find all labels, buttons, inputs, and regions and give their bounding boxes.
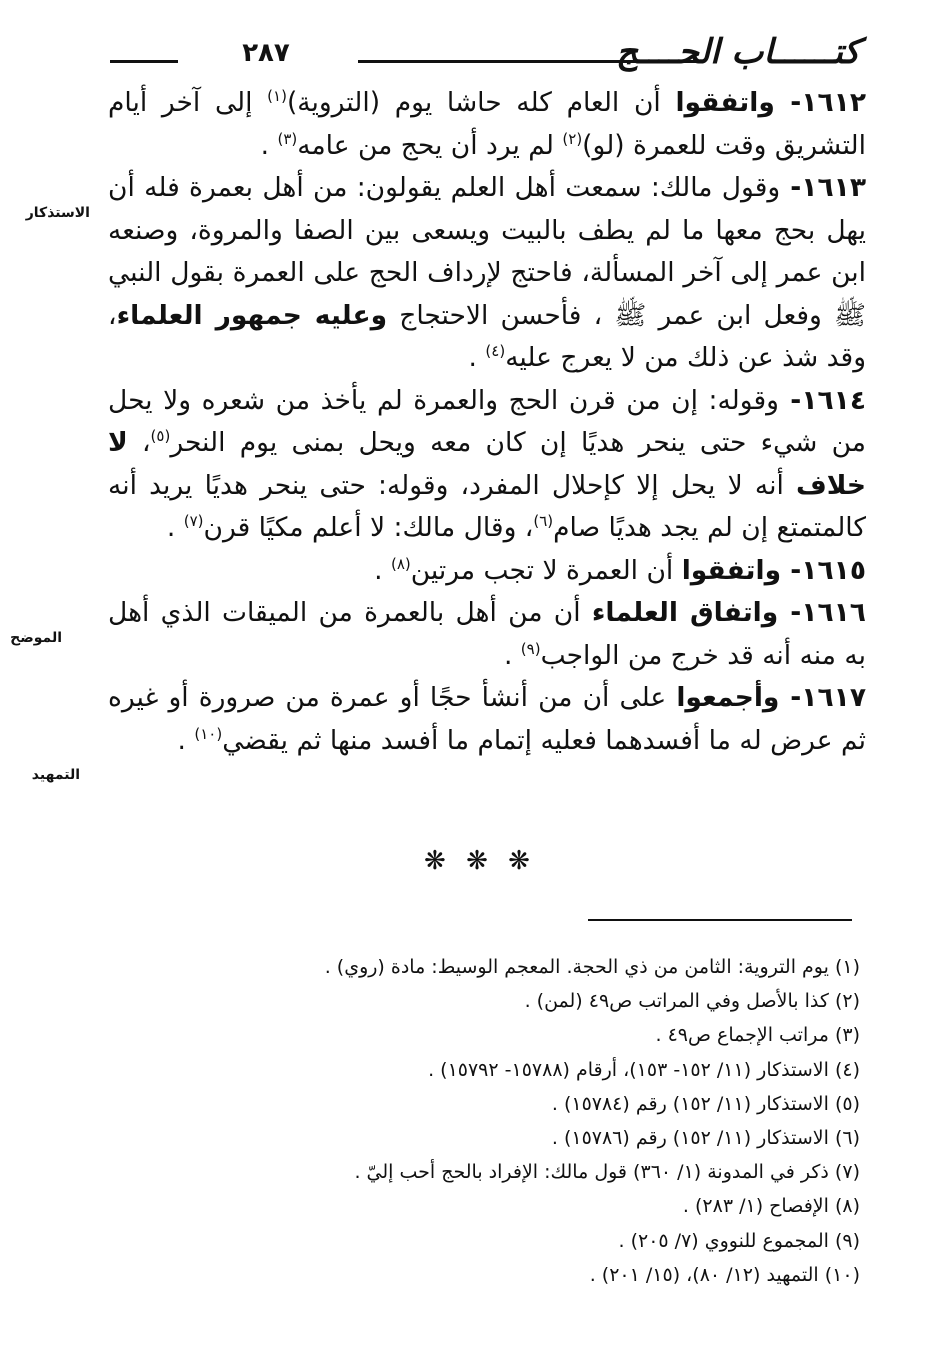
text-run: ، xyxy=(127,427,151,458)
text-run: . xyxy=(260,129,278,161)
text-run: على أن من أنشأ حجًا أو عمرة من صرورة أو غيره ثم عرض له ما أفسدهما فعليه إتمام ما أفسد منها ثم يقضي xyxy=(108,682,866,756)
main-text xyxy=(108,82,866,762)
footnote: (٦) الاستذكار (١١/ ١٥٢) رقم (١٥٧٨٦) . xyxy=(551,1127,860,1150)
text-run: ، وقال مالك: لا أعلم مكيًا قرن xyxy=(203,512,534,543)
footnote: (٩) المجموع للنووي (٧/ ٢٠٥) . xyxy=(618,1229,860,1252)
paragraph xyxy=(108,380,866,550)
footnote: (٣) مراتب الإجماع ص٤٩ . xyxy=(655,1024,860,1047)
footnote-ref: (٣) xyxy=(277,129,298,148)
text-run: . xyxy=(503,639,521,671)
page-number: ٢٨٧ xyxy=(242,38,290,68)
paragraph-number: ١٦١٤- xyxy=(778,384,867,416)
text-run: أنه لا يحل إلا كإحلال المفرد، وقوله: حتى ينحر هديًا يريد أنه كالمتمتع إن لم يجد هديًا صام xyxy=(108,469,866,543)
page-header xyxy=(110,32,860,78)
text-run: لم يرد أن يحج من عامه xyxy=(297,129,563,161)
paragraph xyxy=(108,167,866,380)
text-run: . xyxy=(177,724,195,756)
paragraph xyxy=(108,677,866,762)
text-run: إلى آخر أيام التشريق وقت للعمرة (لو) xyxy=(108,87,866,161)
footnote: (٨) الإفصاح (١/ ٢٨٣) . xyxy=(682,1195,860,1218)
text-run: أن من أهل بالعمرة من الميقات الذي أهل به منه أنه قد خرج من الواجب xyxy=(108,597,866,671)
footnote-ref: (٩) xyxy=(520,639,541,658)
footnote-ref: (٤) xyxy=(485,342,506,360)
footnote-ref: (٧) xyxy=(183,512,204,530)
footnotes xyxy=(200,950,860,1292)
footnote-ref: (٨) xyxy=(390,554,411,573)
text-run: أن العمرة لا تجب مرتين xyxy=(410,554,682,586)
paragraph-number: ١٦١٥- xyxy=(781,554,866,586)
text-run: ، وقد شذ عن ذلك من لا يعرج عليه xyxy=(108,299,866,373)
text-run: . xyxy=(468,342,486,373)
margin-label-tamhid: التمهيد xyxy=(31,767,80,783)
bold-text: واتفقوا xyxy=(681,554,782,586)
paragraph-number: ١٦١٣- xyxy=(780,172,866,203)
paragraph xyxy=(108,82,866,167)
paragraph xyxy=(108,550,866,593)
bold-text: لا خلاف xyxy=(108,427,866,501)
footnote-ref: (٢) xyxy=(562,129,583,148)
paragraph-number: ١٦١٧- xyxy=(779,682,866,713)
footnote-ref: (١٠) xyxy=(194,724,223,743)
footnote-ref: (٥) xyxy=(150,427,171,445)
bold-text: وأجمعوا xyxy=(676,682,780,713)
header-rule-left xyxy=(110,60,178,63)
text-run: . xyxy=(166,512,184,543)
footnote-rule xyxy=(588,919,852,921)
paragraph-number: ١٦١٢- xyxy=(774,87,866,118)
paragraph-number: ١٦١٦- xyxy=(778,597,866,628)
footnote: (١٠) التمهيد (١٢/ ٨٠)، (١٥/ ٢٠١) . xyxy=(589,1263,860,1286)
paragraph xyxy=(108,592,866,677)
footnote: (١) يوم التروية: الثامن من ذي الحجة. المعجم الوسيط: مادة (روي) . xyxy=(324,956,860,978)
bold-text: وعليه جمهور العلماء xyxy=(116,299,388,331)
margin-label-mudih: الموضح xyxy=(10,630,62,646)
footnote: (٧) ذكر في المدونة (١/ ٣٦٠) قول مالك: الإفراد بالحج أحب إليّ . xyxy=(354,1161,860,1184)
section-separator: ❋ ❋ ❋ xyxy=(424,846,536,876)
footnote: (٥) الاستذكار (١١/ ١٥٢) رقم (١٥٧٨٤) . xyxy=(551,1092,860,1115)
footnote-ref: (١) xyxy=(267,87,287,105)
footnote-ref: (٦) xyxy=(533,512,554,530)
footnote: (٢) كذا بالأصل وفي المراتب ص٤٩ (لمن) . xyxy=(524,990,860,1013)
book-title: كتــــــاب الحــــج xyxy=(616,32,860,72)
footnote: (٤) الاستذكار (١١/ ١٥٢- ١٥٣)، أرقام (١٥٧٨٨- ١٥٧٩٢) . xyxy=(428,1058,860,1081)
text-run: أن العام كله حاشا يوم (التروية) xyxy=(286,87,676,118)
text-run: . xyxy=(374,554,391,586)
bold-text: واتفاق العلماء xyxy=(591,597,779,628)
margin-label-istidhkar: الاستذكار xyxy=(25,205,90,221)
text-run: وقول مالك: سمعت أهل العلم يقولون: من أهل بعمرة فله أن يهل بحج معها ما لم يطف بالبيت ويسعى بين الصفا والمروة، وصنعه ابن عمر إلى آخر المسألة، فاحتج لإرداف الحج على العمرة بقول النبي ﷺ وفعل ابن عمر ﷺ ، فأحسن الاحتجاج xyxy=(108,172,866,331)
bold-text: واتفقوا xyxy=(675,87,775,118)
text-run: وقوله: إن من قرن الحج والعمرة لم يأخذ من شعره ولا يحل من شيء حتى ينحر هديًا إن كان معه ويحل بمنى يوم النحر xyxy=(108,384,866,458)
